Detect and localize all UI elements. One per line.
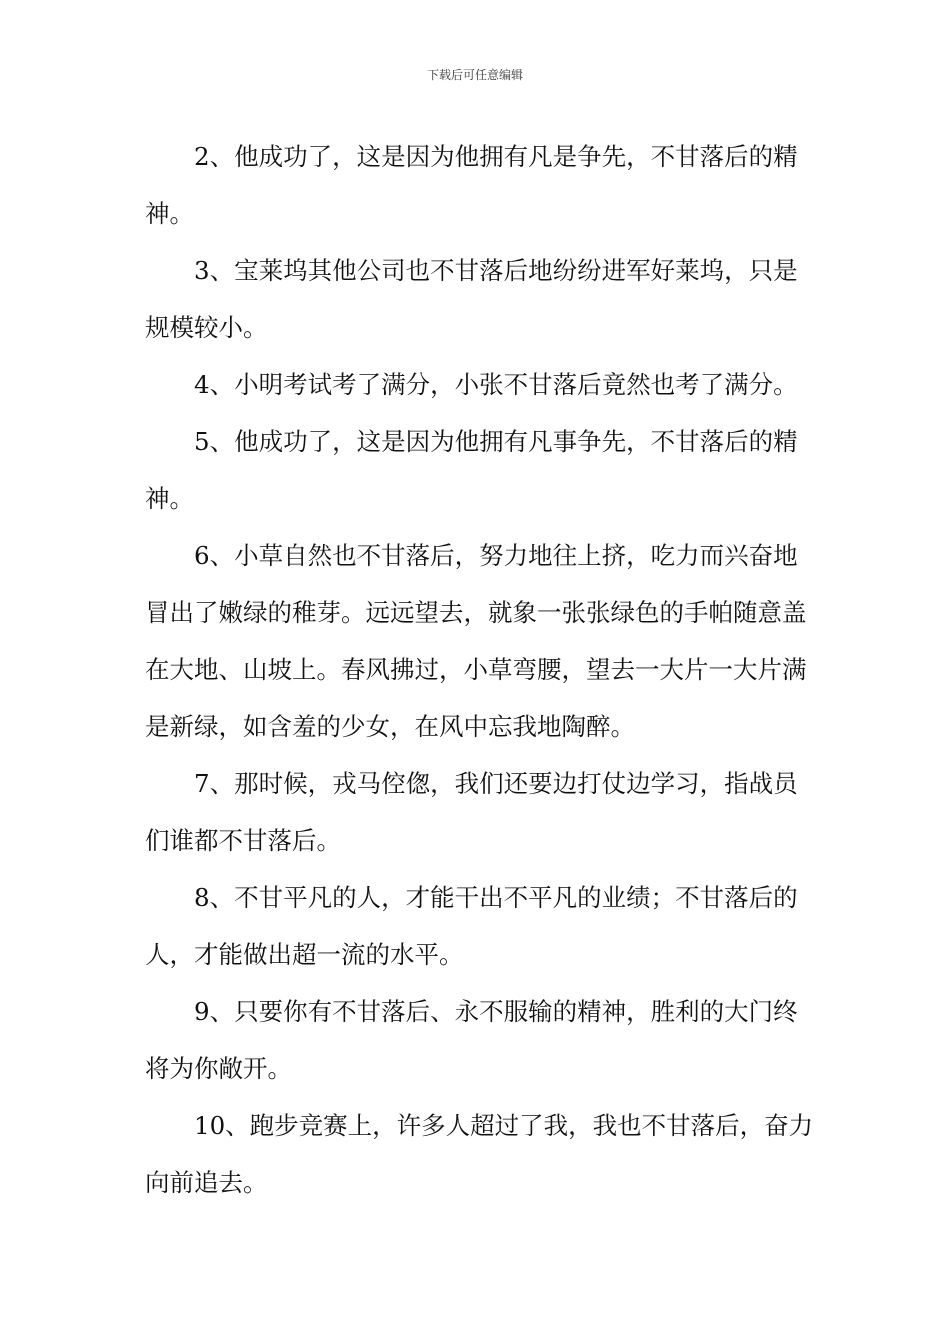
paragraph-5: 5、他成功了，这是因为他拥有凡事争先，不甘落后的精神。 (145, 427, 798, 513)
paragraph-2: 2、他成功了，这是因为他拥有凡是争先，不甘落后的精神。 (145, 142, 798, 228)
paragraph-9: 9、只要你有不甘落后、永不服输的精神，胜利的大门终将为你敞开。 (145, 997, 798, 1083)
paragraph-4: 4、小明考试考了满分，小张不甘落后竟然也考了满分。 (194, 370, 798, 399)
paragraph-10: 10、跑步竞赛上，许多人超过了我，我也不甘落后，奋力向前追去。 (145, 1111, 814, 1197)
paragraph-6: 6、小草自然也不甘落后，努力地往上挤，吃力而兴奋地冒出了嫩绿的稚芽。远远望去，就象一张张绿色的手帕随意盖在大地、山坡上。春风拂过，小草弯腰，望去一大片一大片满是新绿，如含羞的少女，在风中忘我地陶醉。 (145, 541, 807, 741)
paragraph-7: 7、那时候，戎马倥偬，我们还要边打仗边学习，指战员们谁都不甘落后。 (145, 769, 798, 855)
paragraph-3: 3、宝莱坞其他公司也不甘落后地纷纷进军好莱坞，只是规模较小。 (145, 256, 798, 342)
page-header: 下载后可任意编辑 (426, 68, 523, 82)
paragraph-8: 8、不甘平凡的人，才能干出不平凡的业绩；不甘落后的人，才能做出超一流的水平。 (145, 883, 798, 969)
document-body (145, 128, 815, 1211)
